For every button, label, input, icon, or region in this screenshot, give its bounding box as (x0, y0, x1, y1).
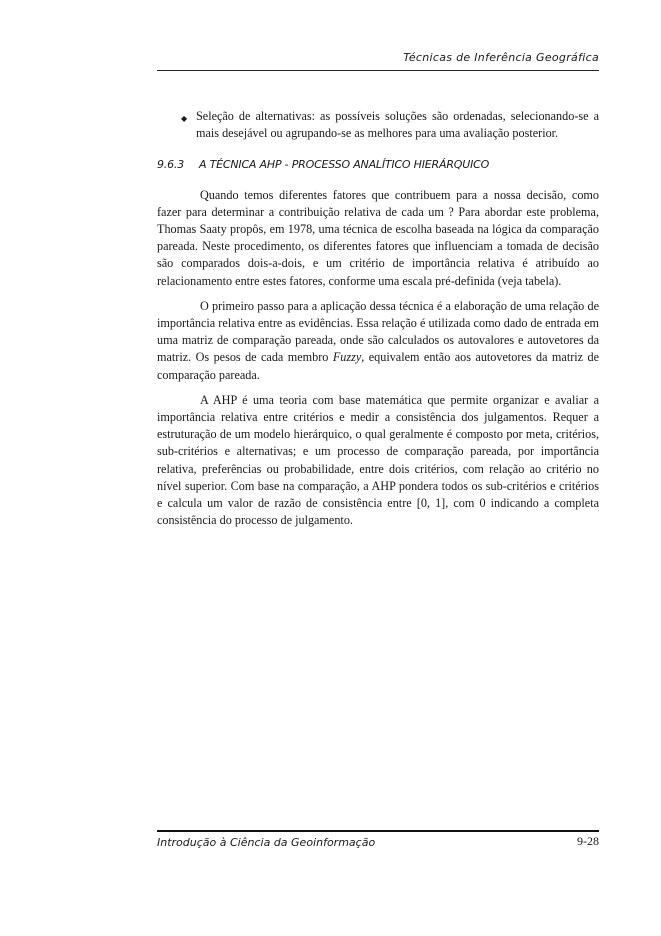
section-heading (157, 156, 599, 173)
page-number: 9-28 (577, 834, 599, 848)
paragraph-2-text-a: O primeiro passo para a aplicação dessa técnica é a elaboração de uma relação de importância relativa entre as evidências. Essa relação é utilizada como dado de entrada em uma matriz de comparação pareada, onde são calculados os autovalores e autovetores da matriz. Os pesos de cada membro (157, 298, 599, 365)
section-number: 9.6.3 (157, 158, 184, 172)
footer-book-title: Introdução à Ciência da Geoinformação (157, 836, 376, 849)
section-title: A TÉCNICA AHP - PROCESSO ANALÍTICO HIERÁRQUICO (199, 158, 490, 172)
bullet-icon: ◆ (181, 114, 188, 123)
bullet-item (157, 108, 599, 142)
paragraph-2-text-b: , equivalem então aos autovetores da matriz de comparação pareada. (157, 350, 599, 382)
page-content (157, 108, 599, 537)
paragraph-2 (157, 298, 599, 384)
paragraph-2-italic: Fuzzy (332, 350, 362, 365)
running-header-title: Técnicas de Inferência Geográfica (403, 51, 599, 64)
paragraph-3: A AHP é uma teoria com base matemática que permite organizar e avaliar a importância relativa entre critérios e medir a consistência dos julgamentos. Requer a estruturação de um modelo hierárquico, o qual geralmente é composto por meta, critérios, sub-critérios e alternativas; e um processo de comparação pareada, por importância relativa, preferências ou probabilidade, entre dois critérios, com relação ao critério no nível superior. Com base na comparação, a AHP pondera todos os sub-critérios e critérios e calcula um valor de razão de consistência entre [0, 1], com 0 indicando a completa consistência do processo de julgamento. (157, 392, 599, 528)
paragraph-1: Quando temos diferentes fatores que contribuem para a nossa decisão, como fazer para determinar a contribuição relativa de cada um ? Para abordar este problema, Thomas Saaty propôs, em 1978, uma técnica de escolha baseada na lógica da comparação pareada. Neste procedimento, os diferentes fatores que influenciam a tomada de decisão são comparados dois-a-dois, e um critério de importância relativa é atribuído ao relacionamento entre estes fatores, conforme uma escala pré-definida (veja tabela). (157, 187, 599, 288)
bullet-text: Seleção de alternativas: as possíveis soluções são ordenadas, selecionando-se a mais desejável ou agrupando-se as melhores para uma avaliação posterior. (196, 109, 599, 141)
footer-rule (157, 830, 599, 832)
header-rule (157, 70, 599, 71)
